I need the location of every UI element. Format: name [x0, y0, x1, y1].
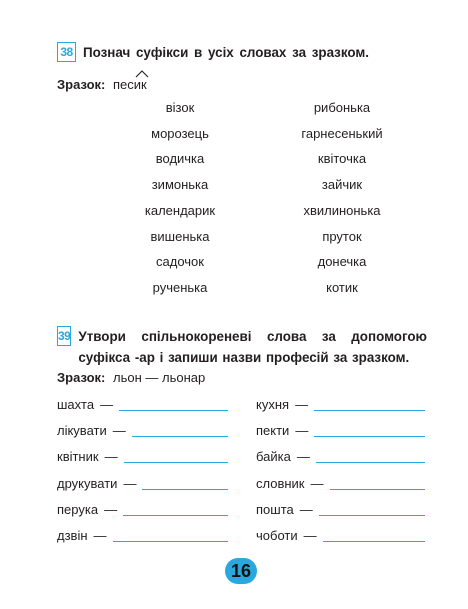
sample-text: льон — льонар [113, 370, 206, 385]
task-instruction: Познач суфікси в усіх словах за зразком. [83, 45, 369, 60]
answer-line[interactable] [323, 529, 425, 542]
word-item: квіточка [317, 151, 367, 167]
exercise-row [57, 502, 228, 517]
answer-line[interactable] [142, 477, 228, 490]
word-item: рибонька [313, 100, 371, 115]
word-item: донечка [317, 254, 367, 270]
source-word: кухня [256, 397, 290, 412]
word-item: морозець [151, 125, 209, 141]
word-item: гарнесенький [301, 125, 383, 141]
exercise-row [57, 397, 228, 412]
answer-line[interactable] [319, 503, 425, 516]
source-word: пекти [256, 423, 290, 439]
word-item: зайчик [321, 177, 363, 193]
task-38-header [57, 42, 369, 63]
dash: — [123, 475, 137, 491]
source-word: шахта [57, 397, 95, 412]
word-item: хвилинонька [303, 202, 381, 218]
answer-line[interactable] [124, 450, 228, 463]
dash: — [296, 449, 310, 465]
word-item: водичка [155, 151, 205, 167]
source-word: лікувати [57, 423, 107, 439]
exercise-row [57, 528, 228, 543]
task-number-badge: 39 [57, 326, 71, 346]
sample-label: Зразок: [57, 77, 106, 92]
sample-line [57, 77, 147, 92]
dash: — [299, 501, 313, 517]
sample-label: Зразок: [57, 370, 106, 385]
dash: — [295, 423, 309, 439]
sample-word [113, 77, 147, 92]
word-item: пруток [322, 228, 362, 244]
word-item: вишенька [150, 228, 210, 244]
exercise-row [256, 449, 425, 464]
dash: — [295, 397, 309, 412]
word-item: візок [165, 100, 195, 115]
answer-line[interactable] [132, 424, 228, 437]
source-word: словник [256, 475, 305, 491]
source-word: перука [57, 501, 99, 517]
answer-line[interactable] [123, 503, 228, 516]
dash: — [104, 449, 118, 465]
answer-line[interactable] [113, 529, 228, 542]
sample-word-text: песик [113, 77, 147, 92]
exercise-row [256, 528, 425, 543]
source-word: дзвін [57, 528, 88, 543]
source-word: пошта [256, 501, 294, 517]
dash: — [310, 475, 324, 491]
dash: — [93, 528, 107, 543]
exercise-row [256, 502, 425, 517]
word-item: котик [326, 279, 358, 295]
source-word: квітник [57, 449, 99, 465]
source-word: байка [256, 449, 291, 465]
exercise-row [256, 476, 425, 491]
task-number-badge: 38 [57, 42, 76, 62]
answer-line[interactable] [330, 477, 426, 490]
page-number: 16 [225, 558, 257, 584]
suffix-mark-icon [135, 70, 149, 78]
source-word: друкувати [57, 475, 118, 491]
dash: — [303, 528, 317, 543]
dash: — [104, 501, 118, 517]
exercise-row [256, 423, 425, 438]
word-item: календарик [144, 202, 216, 218]
word-item: зимонька [151, 177, 209, 193]
exercise-row [256, 397, 425, 412]
dash: — [112, 423, 126, 439]
source-word: чоботи [256, 528, 298, 543]
task-39-header [57, 326, 427, 368]
sample-line [57, 370, 205, 385]
exercise-row [57, 476, 228, 491]
answer-line[interactable] [316, 450, 425, 463]
answer-line[interactable] [314, 398, 425, 411]
task-instruction: Утвори спільнокореневі слова за допомогою суфікса -ар і запиши назви професій за зразком. [78, 329, 427, 365]
exercise-row [57, 449, 228, 464]
answer-line[interactable] [314, 424, 425, 437]
dash: — [100, 397, 114, 412]
answer-line[interactable] [119, 398, 228, 411]
word-item: садочок [156, 254, 204, 270]
word-item: рученька [152, 279, 208, 295]
exercise-row [57, 423, 228, 438]
